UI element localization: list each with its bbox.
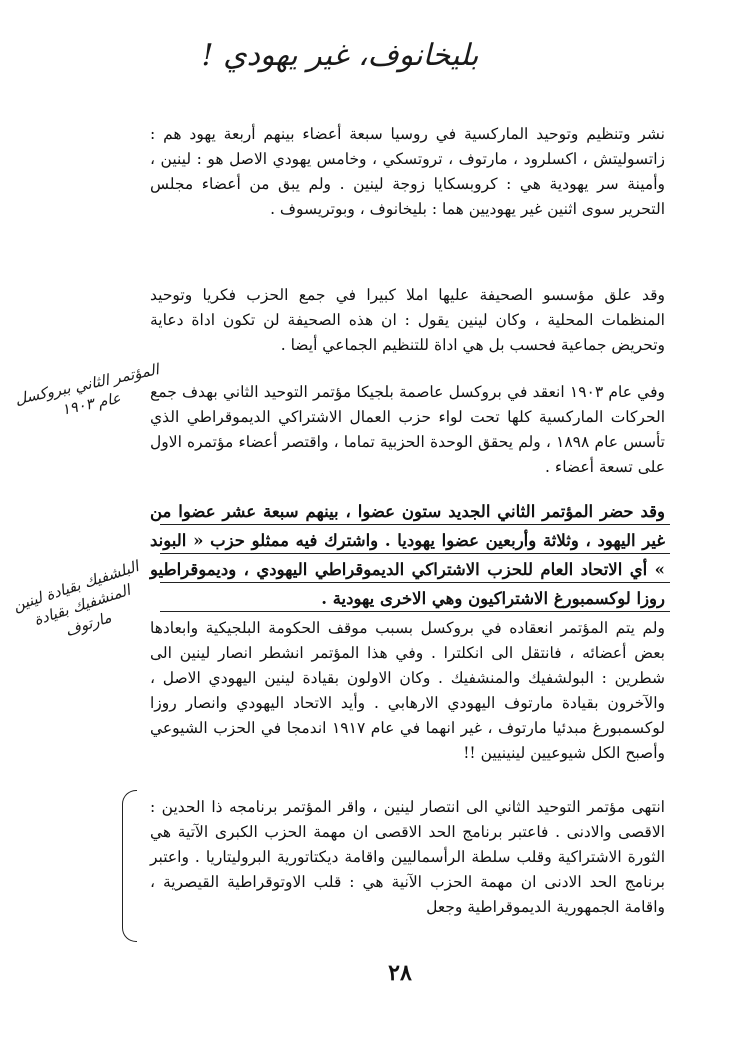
- margin-bracket: [122, 790, 137, 942]
- paragraph-6: انتهى مؤتمر التوحيد الثاني الى انتصار لينين ، واقر المؤتمر برنامجه ذا الحدين : الاقصى والادنى . فاعتبر برنامج الحد الاقصى ان مهمة الحزب الكبرى الآتية هي الثورة الاشتراكية وقلب سلطة الرأسماليين واقامة ديكتاتورية البروليتاريا . واعتبر برنامج الحد الادنى ان مهمة الحزب الآنية هي : قلب الاوتوقراطية القيصرية ، واقامة الجمهورية الديموقراطية وجعل: [150, 798, 665, 916]
- paragraph-5: ولم يتم المؤتمر انعقاده في بروكسل بسبب موقف الحكومة البلجيكية وابعادها بعض أعضائه ، فانتقل الى انكلترا . وفي هذا المؤتمر انشطر انصار لينين الى شطرين : البولشفيك والمنشفيك . وكان الاولون بقيادة لينين اليهودي الاصل ، والآخرون بقيادة مارتوف اليهودي الارهابي . وأيد الاتحاد اليهودي وانصار روزا لوكسمبورغ مبدئيا مارتوف ، غير انهما في عام ١٩١٧ اندمجا في الحزب الشيوعي وأصبح الكل شيوعيين لينينيين !!: [150, 619, 665, 762]
- paragraph-1: نشر وتنظيم وتوحيد الماركسية في روسيا سبعة أعضاء بينهم أربعة يهود هم : زاتسوليتش ، اكسلرود ، مارتوف ، تروتسكي ، وخامس يهودي الاصل هو : لينين ، وأمينة سر يهودية هي : كروبسكايا زوجة لينين . ولم يبق من أعضاء مجلس التحرير سوى اثنين غير يهوديين هما : بليخانوف ، وبوتريسوف .: [150, 125, 665, 218]
- margin-note-1: المؤتمر الثاني ببروكسل عام ١٩٠٣: [13, 360, 161, 419]
- margin-note-2: البلشفيك بقيادة لينين المنشفيك بقيادة مارتوف: [10, 557, 141, 640]
- page-number: ٢٨: [388, 960, 412, 986]
- hand-underline: [160, 582, 670, 583]
- paragraph-4: وقد حضر المؤتمر الثاني الجديد ستون عضوا ، بينهم سبعة عشر عضوا من غير اليهود ، وثلاثة وأربعين عضوا يهوديا . واشترك فيه ممثلو حزب « البوند » أي الاتحاد العام للحزب الاشتراكي الديموقراطي اليهودي ، وديموقراطيو روزا لوكسمبورغ الاشتراكيون وهي الاخرى يهودية .: [150, 502, 665, 608]
- hand-underline: [160, 553, 670, 554]
- paragraph-2: وقد علق مؤسسو الصحيفة عليها املا كبيرا في جمع الحزب فكريا وتوحيد المنظمات المحلية ، وكان لينين يقول : ان هذه الصحيفة لن تكون اداة دعاية وتحريض جماعية فحسب بل هي اداة للتنظيم الجماعي أيضا .: [150, 286, 665, 354]
- hand-underline: [160, 524, 670, 525]
- handwritten-title: بليخانوف، غير يهودي !: [201, 38, 479, 73]
- hand-underline: [160, 611, 670, 612]
- paragraph-3: وفي عام ١٩٠٣ انعقد في بروكسل عاصمة بلجيكا مؤتمر التوحيد الثاني بهدف جمع الحركات الماركسية كلها تحت لواء حزب العمال الاشتراكي الديموقراطي الذي تأسس عام ١٨٩٨ ، ولم يحقق الوحدة الحزبية تماما ، واقتصر أعضاء مؤتمره الاول على تسعة أعضاء .: [150, 383, 665, 476]
